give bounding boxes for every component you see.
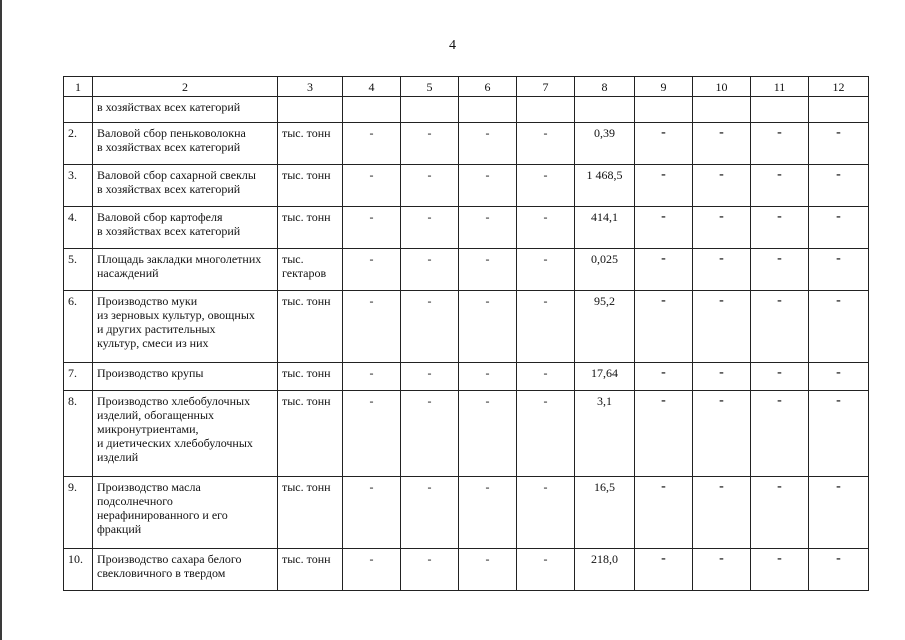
col10-cell: - — [693, 165, 751, 207]
col7-cell: - — [517, 363, 575, 391]
row-number: 2. — [64, 123, 93, 165]
col5-cell: - — [401, 207, 459, 249]
col8-value-cell: 0,025 — [575, 249, 635, 291]
header-cell: 10 — [693, 77, 751, 97]
row-number: 9. — [64, 477, 93, 549]
table-row — [64, 249, 869, 291]
col10-cell: - — [693, 123, 751, 165]
header-cell: 7 — [517, 77, 575, 97]
table-row — [64, 97, 869, 123]
unit-cell: тыс. тонн — [278, 291, 343, 363]
col12-cell: - — [809, 207, 869, 249]
header-cell: 2 — [93, 77, 278, 97]
col5-cell: - — [401, 165, 459, 207]
col12-cell: - — [809, 363, 869, 391]
col9-cell: - — [635, 207, 693, 249]
header-cell: 3 — [278, 77, 343, 97]
col11-cell: - — [751, 207, 809, 249]
col10-cell: - — [693, 477, 751, 549]
header-cell: 11 — [751, 77, 809, 97]
header-cell: 12 — [809, 77, 869, 97]
col7-cell: - — [517, 123, 575, 165]
col8-value-cell: 0,39 — [575, 123, 635, 165]
indicator-name: Площадь закладки многолетних насаждений — [93, 249, 278, 291]
row-number: 3. — [64, 165, 93, 207]
unit-cell: тыс. тонн — [278, 477, 343, 549]
col12-cell: - — [809, 123, 869, 165]
col9-cell: - — [635, 477, 693, 549]
row-number: 10. — [64, 549, 93, 591]
col6-cell: - — [459, 249, 517, 291]
indicator-name: Производство муки из зерновых культур, овощных и других растительных культур, смеси из них — [93, 291, 278, 363]
col4-cell: - — [343, 477, 401, 549]
table-row — [64, 165, 869, 207]
col11-cell: - — [751, 363, 809, 391]
col6-cell: - — [459, 291, 517, 363]
col7-cell: - — [517, 549, 575, 591]
row-number: 5. — [64, 249, 93, 291]
unit-cell: тыс. тонн — [278, 363, 343, 391]
col9-cell — [635, 97, 693, 123]
row-number: 7. — [64, 363, 93, 391]
col8-value-cell: 1 468,5 — [575, 165, 635, 207]
col12-cell: - — [809, 477, 869, 549]
col4-cell: - — [343, 249, 401, 291]
col10-cell: - — [693, 207, 751, 249]
col8-value-cell: 17,64 — [575, 363, 635, 391]
col9-cell: - — [635, 549, 693, 591]
indicator-name: Валовой сбор пеньковолокна в хозяйствах всех категорий — [93, 123, 278, 165]
indicator-name: Валовой сбор картофеля в хозяйствах всех категорий — [93, 207, 278, 249]
table-row — [64, 363, 869, 391]
col6-cell: - — [459, 477, 517, 549]
col9-cell: - — [635, 363, 693, 391]
col5-cell: - — [401, 549, 459, 591]
header-cell: 9 — [635, 77, 693, 97]
table-row — [64, 549, 869, 591]
unit-cell: тыс. гектаров — [278, 249, 343, 291]
col5-cell: - — [401, 363, 459, 391]
col9-cell: - — [635, 291, 693, 363]
col10-cell — [693, 97, 751, 123]
col11-cell: - — [751, 549, 809, 591]
col4-cell: - — [343, 165, 401, 207]
col11-cell: - — [751, 291, 809, 363]
header-cell: 5 — [401, 77, 459, 97]
col4-cell: - — [343, 291, 401, 363]
col11-cell — [751, 97, 809, 123]
col6-cell: - — [459, 165, 517, 207]
col6-cell — [459, 97, 517, 123]
indicator-name: Производство сахара белого свекловичного в твердом — [93, 549, 278, 591]
indicator-name: в хозяйствах всех категорий — [93, 97, 278, 123]
col8-value-cell: 414,1 — [575, 207, 635, 249]
header-cell: 6 — [459, 77, 517, 97]
header-cell: 8 — [575, 77, 635, 97]
col11-cell: - — [751, 477, 809, 549]
col7-cell: - — [517, 291, 575, 363]
row-number: 6. — [64, 291, 93, 363]
col12-cell: - — [809, 291, 869, 363]
col9-cell: - — [635, 249, 693, 291]
indicator-name: Валовой сбор сахарной свеклы в хозяйствах всех категорий — [93, 165, 278, 207]
col7-cell — [517, 97, 575, 123]
col9-cell: - — [635, 391, 693, 477]
row-number: 4. — [64, 207, 93, 249]
col4-cell: - — [343, 207, 401, 249]
col8-value-cell: 95,2 — [575, 291, 635, 363]
row-number: 8. — [64, 391, 93, 477]
col6-cell: - — [459, 549, 517, 591]
col11-cell: - — [751, 165, 809, 207]
col10-cell: - — [693, 363, 751, 391]
col8-value-cell: 3,1 — [575, 391, 635, 477]
col10-cell: - — [693, 549, 751, 591]
col4-cell: - — [343, 363, 401, 391]
indicator-name: Производство крупы — [93, 363, 278, 391]
indicator-name: Производство хлебобулочных изделий, обогащенных микронутриентами, и диетических хлебобулочных изделий — [93, 391, 278, 477]
table-row — [64, 291, 869, 363]
unit-cell: тыс. тонн — [278, 165, 343, 207]
row-number — [64, 97, 93, 123]
unit-cell: тыс. тонн — [278, 391, 343, 477]
header-cell: 4 — [343, 77, 401, 97]
indicators-table — [63, 76, 869, 591]
col6-cell: - — [459, 391, 517, 477]
col11-cell: - — [751, 123, 809, 165]
col7-cell: - — [517, 165, 575, 207]
col5-cell: - — [401, 249, 459, 291]
col10-cell: - — [693, 249, 751, 291]
col12-cell: - — [809, 549, 869, 591]
col5-cell: - — [401, 291, 459, 363]
col6-cell: - — [459, 123, 517, 165]
col7-cell: - — [517, 207, 575, 249]
col6-cell: - — [459, 207, 517, 249]
col7-cell: - — [517, 477, 575, 549]
header-cell: 1 — [64, 77, 93, 97]
col10-cell: - — [693, 291, 751, 363]
col5-cell: - — [401, 391, 459, 477]
col7-cell: - — [517, 391, 575, 477]
unit-cell: тыс. тонн — [278, 549, 343, 591]
col4-cell: - — [343, 549, 401, 591]
col5-cell: - — [401, 123, 459, 165]
col12-cell: - — [809, 165, 869, 207]
table-row — [64, 207, 869, 249]
col12-cell: - — [809, 249, 869, 291]
col11-cell: - — [751, 391, 809, 477]
col5-cell — [401, 97, 459, 123]
col4-cell: - — [343, 391, 401, 477]
col12-cell — [809, 97, 869, 123]
col6-cell: - — [459, 363, 517, 391]
table-row — [64, 477, 869, 549]
table-header-row — [64, 77, 869, 97]
col5-cell: - — [401, 477, 459, 549]
page-number: 4 — [449, 38, 456, 53]
col8-value-cell: 218,0 — [575, 549, 635, 591]
table-row — [64, 391, 869, 477]
unit-cell — [278, 97, 343, 123]
col8-value-cell — [575, 97, 635, 123]
col4-cell — [343, 97, 401, 123]
col9-cell: - — [635, 165, 693, 207]
col4-cell: - — [343, 123, 401, 165]
indicator-name: Производство масла подсолнечного нерафинированного и его фракций — [93, 477, 278, 549]
col10-cell: - — [693, 391, 751, 477]
col12-cell: - — [809, 391, 869, 477]
col8-value-cell: 16,5 — [575, 477, 635, 549]
table-row — [64, 123, 869, 165]
unit-cell: тыс. тонн — [278, 207, 343, 249]
page-edge-rule — [0, 0, 2, 640]
unit-cell: тыс. тонн — [278, 123, 343, 165]
col11-cell: - — [751, 249, 809, 291]
col7-cell: - — [517, 249, 575, 291]
col9-cell: - — [635, 123, 693, 165]
